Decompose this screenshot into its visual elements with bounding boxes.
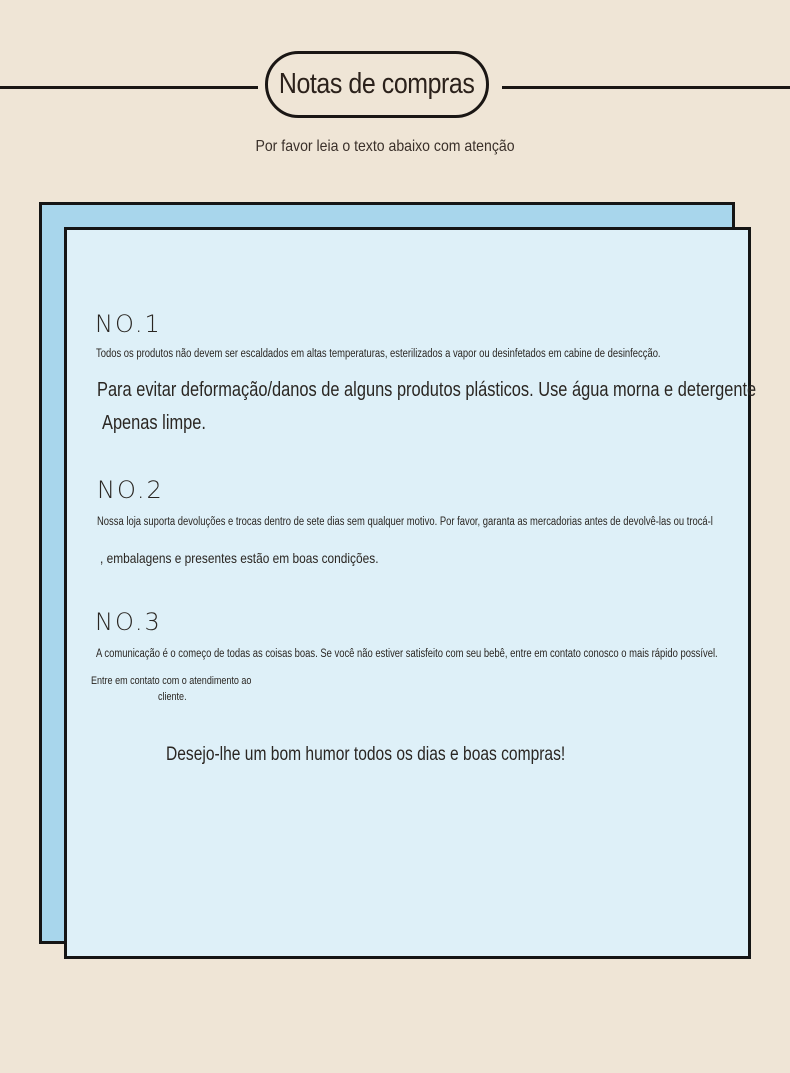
header-divider-right [502, 86, 790, 89]
closing-message: Desejo-lhe um bom humor todos os dias e boas compras! [166, 744, 566, 765]
section-3-line-2: Entre em contato com o atendimento ao [91, 675, 252, 687]
section-3-line-1: A comunicação é o começo de todas as coisas boas. Se você não estiver satisfeito com seu bebê, entre em contato conosco o mais rápido possível. [96, 648, 718, 660]
notes-card [64, 227, 751, 959]
page-subtitle: Por favor leia o texto abaixo com atenção [255, 138, 515, 155]
section-1-line-1: Todos os produtos não devem ser escaldados em altas temperaturas, esterilizados a vapor ou desinfetados em cabine de desinfecção. [96, 348, 661, 360]
section-3-line-3: cliente. [158, 691, 187, 703]
section-3-heading: NO.3 [95, 608, 162, 636]
section-1-line-3: Apenas limpe. [102, 412, 206, 434]
section-1-heading: NO.1 [95, 310, 162, 338]
header-divider-left [0, 86, 258, 89]
page-title: Notas de compras [279, 68, 475, 100]
section-2-line-1: Nossa loja suporta devoluções e trocas dentro de sete dias sem qualquer motivo. Por favor, garanta as mercadorias antes de devolvê-las ou trocá-l [97, 516, 713, 528]
title-badge [265, 51, 489, 118]
section-2-heading: NO.2 [97, 476, 164, 504]
section-1-line-2: Para evitar deformação/danos de alguns produtos plásticos. Use água morna e detergente [97, 379, 757, 401]
section-2-line-2: , embalagens e presentes estão em boas condições. [100, 550, 379, 566]
